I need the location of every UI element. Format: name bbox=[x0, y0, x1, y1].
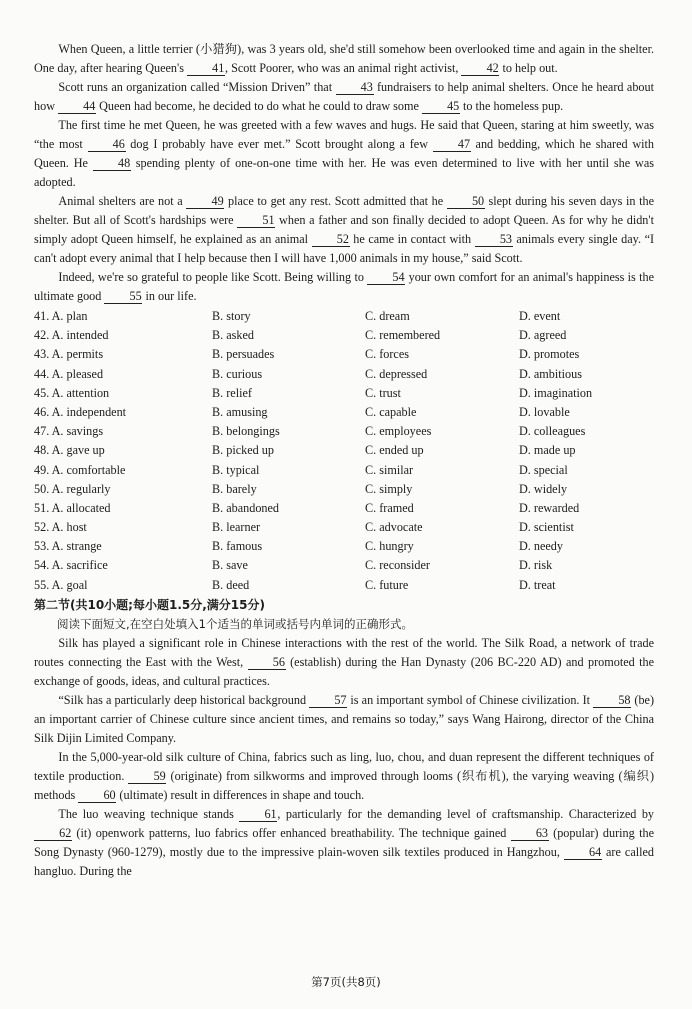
answer-blank: 48 bbox=[93, 156, 131, 171]
option-row: 46. A. independent B. amusing C. capable D. lovable bbox=[34, 404, 570, 419]
answer-blank: 63 bbox=[511, 826, 549, 841]
option-row: 42. A. intended B. asked C. remembered D. agreed bbox=[34, 328, 567, 343]
option-row: 51. A. allocated B. abandoned C. framed D. rewarded bbox=[34, 500, 580, 515]
answer-blank: 42 bbox=[461, 61, 499, 76]
passage-paragraph: Indeed, we're so grateful to people like Scott. Being willing to 54 your own comfort for an animal's happiness is the ultimate good 55 in our life. bbox=[34, 270, 655, 303]
answer-blank: 58 bbox=[593, 693, 631, 708]
answer-blank: 59 bbox=[128, 769, 166, 784]
option-row: 53. A. strange B. famous C. hungry D. needy bbox=[34, 539, 563, 554]
answer-blank: 41 bbox=[187, 61, 225, 76]
option-row: 49. A. comfortable B. typical C. similar D. special bbox=[34, 462, 568, 477]
answer-blank: 62 bbox=[34, 826, 72, 841]
passage-paragraph: Scott runs an organization called “Mission Driven” that 43 fundraisers to help animal shelters. Once he heard about how 44 Queen had become, he decided to do what he could to draw some 45 to the homeless pup. bbox=[34, 80, 654, 113]
passage-paragraph: When Queen, a little terrier (小猎狗), was 3 years old, she'd still somehow been overlooked time and again in the shelter. One day, after hearing Queen's 41, Scott Poorer, who was an animal right activist, 42 to help out. bbox=[34, 42, 654, 75]
answer-blank: 61 bbox=[239, 807, 277, 822]
option-row: 55. A. goal B. deed C. future D. treat bbox=[34, 577, 556, 592]
passage-paragraph: The first time he met Queen, he was greeted with a few waves and hugs. He said that Queen, staring at him sweetly, was “the most 46 dog I probably have ever met.” Scott brought along a few 47 and bedding, which he shared with Queen. He 48 spending plenty of one-on-one time with her. He was even determined to live with her until she was adopted. bbox=[34, 118, 655, 189]
option-row: 47. A. savings B. belongings C. employees D. colleagues bbox=[34, 424, 586, 439]
page-footer: 第7页(共8页) bbox=[311, 975, 381, 989]
answer-blank: 53 bbox=[475, 232, 513, 247]
option-row: 41. A. plan B. story C. dream D. event bbox=[34, 309, 561, 323]
section-directions: 阅读下面短文,在空白处填入1个适当的单词或括号内单词的正确形式。 bbox=[57, 616, 413, 631]
answer-options bbox=[34, 307, 654, 595]
option-row: 48. A. gave up B. picked up C. ended up D. made up bbox=[34, 443, 576, 458]
option-row: 43. A. permits B. persuades C. forces D. promotes bbox=[34, 347, 580, 362]
option-row: 45. A. attention B. relief C. trust D. imagination bbox=[34, 385, 593, 400]
passage-paragraph: “Silk has a particularly deep historical background 57 is an important symbol of Chinese civilization. It 58 (be) an important carrier of Chinese culture since ancient times, and remains so today,” says Wang Hairong, director of the China Silk Dijin Limited Company. bbox=[34, 692, 655, 745]
answer-blank: 50 bbox=[447, 194, 485, 209]
answer-blank: 47 bbox=[433, 137, 471, 152]
option-row: 44. A. pleased B. curious C. depressed D. ambitious bbox=[34, 366, 582, 381]
answer-blank: 54 bbox=[367, 270, 405, 285]
answer-blank: 51 bbox=[237, 213, 275, 228]
answer-blank: 46 bbox=[88, 137, 126, 152]
answer-blank: 55 bbox=[104, 289, 142, 304]
option-row: 50. A. regularly B. barely C. simply D. widely bbox=[34, 481, 568, 496]
answer-blank: 49 bbox=[186, 194, 224, 209]
answer-blank: 60 bbox=[78, 788, 116, 803]
answer-blank: 44 bbox=[58, 99, 96, 114]
section-heading: 第二节(共10小题;每小题1.5分,满分15分) bbox=[34, 597, 265, 612]
cloze-passage bbox=[34, 40, 654, 306]
answer-blank: 45 bbox=[422, 99, 460, 114]
option-row: 54. A. sacrifice B. save C. reconsider D. risk bbox=[34, 558, 553, 573]
passage-paragraph: Silk has played a significant role in Chinese interactions with the rest of the world. The Silk Road, a network of trade routes connecting the East with the West, 56 (establish) during the Han Dynasty (206 BC-220 AD) and promoted the exchange of goods, ideas, and cultural practices. bbox=[34, 635, 655, 688]
passage-paragraph: In the 5,000-year-old silk culture of China, fabrics such as ling, luo, chou, and duan represent the different techniques of textile production. 59 (originate) from silkworms and improved through looms (织布机), the varying weaving (编织) methods 60 (ultimate) result in differences in shape and touch. bbox=[34, 749, 655, 802]
answer-blank: 57 bbox=[309, 693, 347, 708]
option-row: 52. A. host B. learner C. advocate D. scientist bbox=[34, 520, 574, 535]
answer-blank: 64 bbox=[564, 845, 602, 860]
answer-blank: 52 bbox=[312, 232, 350, 247]
answer-blank: 56 bbox=[248, 655, 286, 670]
answer-blank: 43 bbox=[336, 80, 374, 95]
passage-paragraph: Animal shelters are not a 49 place to get any rest. Scott admitted that he 50 slept during his seven days in the shelter. But all of Scott's hardships were 51 when a father and son finally decided to adopt Queen. As for why he didn't simply adopt Queen himself, he explained as an animal 52 he came in contact with 53 animals every single day. “I can't adopt every animal that I help because then I will have 1,000 animals in my house,” said Scott. bbox=[34, 194, 655, 265]
passage-paragraph: The luo weaving technique stands 61, particularly for the demanding level of craftsmanship. Characterized by 62 (it) openwork patterns, luo fabrics offer enhanced breathability. The technique gained 63 (popular) during the Song Dynasty (960-1279), mostly due to the impressive plain-woven silk textiles produced in Hangzhou, 64 are called hangluo. During the bbox=[34, 806, 655, 878]
grammar-fill-passage bbox=[34, 634, 654, 881]
